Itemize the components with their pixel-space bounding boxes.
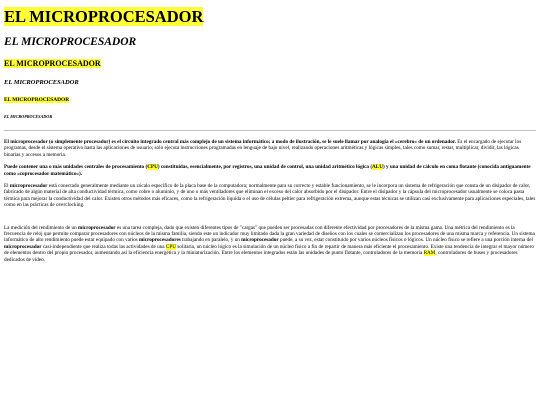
heading-level-5 [4, 97, 536, 104]
cooling-term: microprocesador [9, 183, 48, 190]
perf-text-e: casi-independiente que realiza todas las actividades de una [41, 243, 166, 250]
paragraph-intro [4, 139, 536, 158]
heading-level-1 [4, 8, 536, 26]
perf-text-f: solitaria, un núcleo lógico es la simulación de un núcleo físico a fin de repartir de manera más eficiente el procesamiento. Existe una tendencia de integrar el mayor número de elementos dentro del propio procesador, aumentando así la eficiencia energética y la miniaturización. Entre los elementos integrados están las unidades de punto flotante, controladores de la memoria [4, 243, 534, 257]
perf-term-1: microprocesador [78, 224, 116, 231]
perf-term-3: microprocesador [241, 237, 279, 244]
heading-level-3-text: EL MICROPROCESADOR [4, 59, 101, 68]
heading-level-4: EL MICROPROCESADOR [4, 79, 79, 86]
perf-text-g: , controladores de buses y procesadores dedicados de vídeo. [4, 250, 518, 263]
cpu-highlight-2: CPU [165, 243, 176, 250]
perf-term-4: microprocesador [4, 243, 42, 250]
perf-term-2: microprocesadores [138, 237, 181, 244]
perf-text-d: puede, a su vez, estar constituido por varios núcleos físicos o lógicos. Un núcleo físico se refiere a una porción interna del [278, 237, 533, 244]
units-text-a: Puede contener una o más unidades centrales de procesamiento ( [4, 164, 148, 171]
perf-text-b: es una tarea compleja, dado que existen diferentes tipos de "cargas" que pueden ser procesadas con diferente efectividad por procesadores de la misma gama. Una métrica del rendimiento es la frecuencia de reloj que permite comparar procesadores con núcleos de la misma familia, siendo este un indicador muy limitado dada la gran variedad de diseños con los cuales se comercializan los procesadores de una misma marca y referencia. Un sistema informático de alto rendimiento puede estar equipado con varios [4, 224, 535, 244]
intro-text: El microprocesador (o simplemente procesador) es el circuito integrado central más complejo de un sistema informático; a modo de ilustración, se le suele llamar por analogía el «cerebro» de un ordenador. [4, 139, 456, 145]
alu-highlight: ALU [372, 164, 383, 171]
heading-level-1-text: EL MICROPROCESADOR [4, 7, 204, 26]
perf-text-a: La medición del rendimiento de un [4, 224, 79, 231]
units-text-b: ) constituidas, esencialmente, por registros, una unidad de control, una unidad aritmético lógica ( [157, 164, 373, 171]
cpu-highlight: CPU [147, 164, 158, 171]
perf-text-c: trabajando en paralelo, y un [180, 237, 242, 244]
heading-level-2: EL MICROPROCESADOR [4, 36, 137, 48]
ram-highlight: RAM [423, 250, 436, 257]
cooling-text-b: está conectado generalmente mediante un zócalo específico de la placa base de la computadora; normalmente para su correcto y estable funcionamiento, se le incorpora un sistema de refrigeración que consta de un disipador de calor, fabricado de algún material de alta conductividad térmica, como cobre o aluminio, y de uno o más ventiladores que eliminan el exceso del calor absorbido por el disipador. Entre el disipador y la cápsula del microprocesador usualmente se coloca pasta térmica para mejorar la conductividad del calor. Existen otros métodos más eficaces, como la refrigeración líquida o el uso de células peltier para refrigeración extrema, aunque estas técnicas se utilizan casi exclusivamente para aplicaciones especiales, tales como en las prácticas de overclocking. [4, 183, 536, 209]
paragraph-units [4, 164, 536, 177]
paragraph-performance [4, 225, 536, 263]
heading-level-3 [4, 59, 536, 69]
cooling-text-a: El [4, 183, 10, 190]
heading-level-6: EL MICROPROCESADOR [4, 114, 53, 119]
heading-level-5-text: EL MICROPROCESADOR [4, 97, 70, 103]
units-text-c: ) y una unidad de cálculo en coma flotante (conocida antiguamente como «coprocesador matemático»). [4, 164, 531, 177]
intro-text-continued: Es el encargado de ejecutar los programas, desde el sistema operativo hasta las aplicaciones de usuario; solo ejecuta instrucciones programadas en lenguaje de bajo nivel, realizando operaciones aritméticas y lógicas simples, tales como sumar, restar, multiplicar, dividir, las lógicas binarias y accesos a memoria. [4, 139, 522, 158]
paragraph-cooling [4, 183, 536, 209]
divider [4, 130, 536, 131]
